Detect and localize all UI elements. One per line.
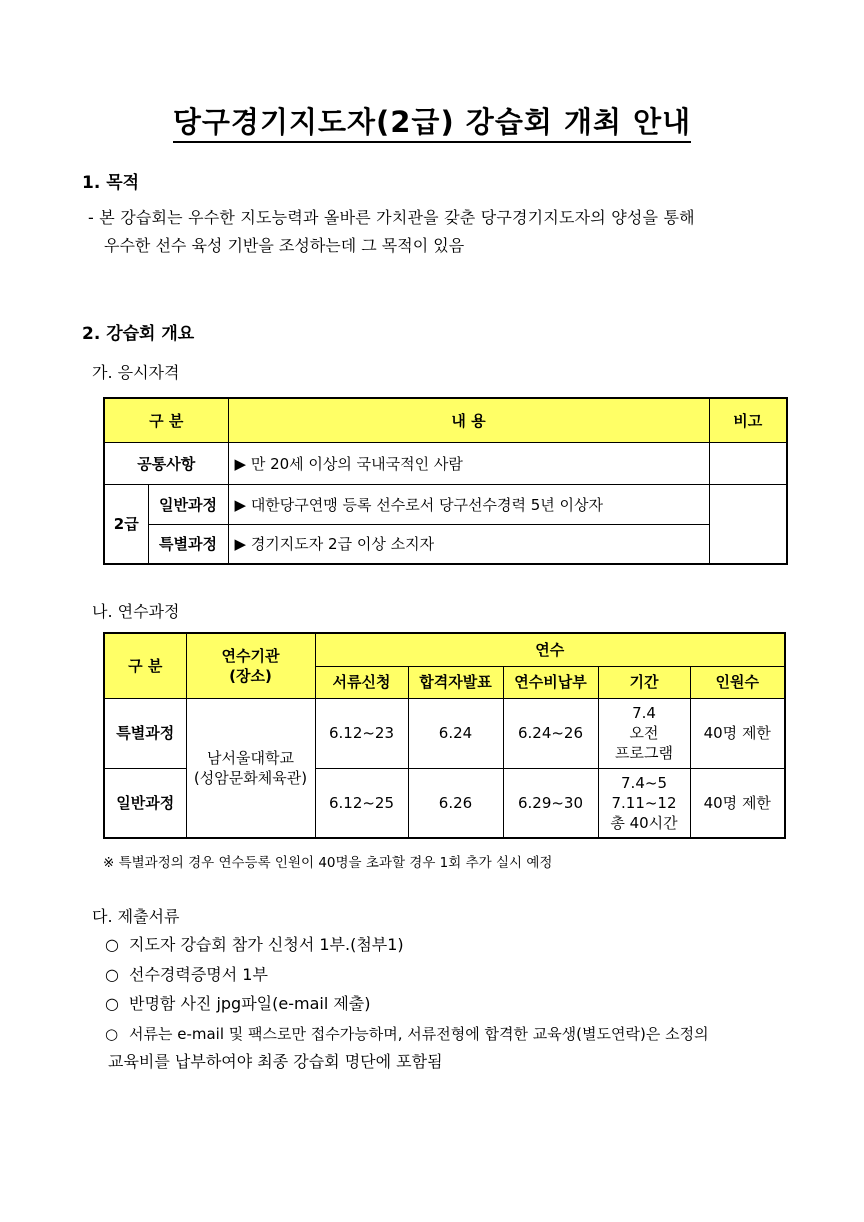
general-label: 일반과정 (148, 484, 228, 524)
row-general-doc: 6.12~25 (315, 768, 408, 838)
training-note: ※ 특별과정의 경우 연수등록 인원이 40명을 초과할 경우 1회 추가 실시 예정 (103, 855, 553, 871)
bullet-circle-icon: ○ (105, 935, 119, 954)
bullet-circle-icon: ○ (105, 1025, 119, 1043)
purpose-line-2: 우수한 선수 육성 기반을 조성하는데 그 목적이 있음 (104, 236, 465, 255)
general-text: ▶ 대한당구연맹 등록 선수로서 당구선수경력 5년 이상자 (228, 484, 709, 524)
period-line: 오전 (629, 724, 659, 742)
header-period: 기간 (598, 666, 690, 698)
row-special-fee: 6.24~26 (503, 698, 598, 768)
row-special-count: 40명 제한 (690, 698, 785, 768)
subsection-c-heading: 다. 제출서류 (92, 907, 180, 926)
purpose-line-1: - 본 강습회는 우수한 지도능력과 올바른 가치관을 갖춘 당구경기지도자의 양성을 통해 (88, 208, 695, 227)
row-general-label: 일반과정 (104, 768, 186, 838)
special-text: ▶ 경기지도자 2급 이상 소지자 (228, 524, 709, 564)
doc-item: ○ 선수경력증명서 1부 (105, 962, 268, 988)
period-line: 7.11~12 (611, 793, 677, 812)
row-special-announce: 6.24 (408, 698, 503, 768)
row-special-period (598, 698, 690, 768)
header-gubun: 구 분 (104, 633, 186, 698)
period-line: 7.4 (632, 704, 656, 722)
common-label: 공통사항 (104, 442, 228, 484)
period-line: 7.4~5 (621, 773, 667, 792)
grade-label: 2급 (104, 484, 148, 564)
row-general-count: 40명 제한 (690, 768, 785, 838)
header-announce: 합격자발표 (408, 666, 503, 698)
document-title: 당구경기지도자(2급) 강습회 개최 안내 (0, 100, 864, 141)
header-training: 연수 (315, 633, 785, 666)
eligibility-table (103, 397, 788, 565)
doc-item: ○ 지도자 강습회 참가 신청서 1부.(첨부1) (105, 932, 404, 958)
doc-item: ○ 반명함 사진 jpg파일(e-mail 제출) (105, 991, 371, 1017)
row-general-fee: 6.29~30 (503, 768, 598, 838)
institution-line-2: (성암문화체육관) (193, 768, 308, 787)
period-line: 프로그램 (615, 744, 673, 762)
period-line: 총 40시간 (610, 813, 678, 832)
bullet-circle-icon: ○ (105, 994, 119, 1013)
subsection-b-heading: 나. 연수과정 (92, 602, 180, 621)
header-doc: 서류신청 (315, 666, 408, 698)
header-note: 비고 (709, 398, 787, 442)
subsection-a-heading: 가. 응시자격 (92, 363, 180, 382)
bullet-circle-icon: ○ (105, 965, 119, 984)
header-institution-line-1: 연수기관 (221, 646, 280, 665)
common-text: ▶ 만 20세 이상의 국내국적인 사람 (228, 442, 709, 484)
header-institution-line-2: (장소) (229, 666, 272, 685)
section-1-heading: 1. 목적 (82, 173, 140, 193)
institution-line-1: 남서울대학교 (207, 748, 294, 767)
doc-item: ○ 서류는 e-mail 및 팩스로만 접수가능하며, 서류전형에 합격한 교육생(별도연락)은 소정의 (105, 1021, 709, 1047)
grade-note-cell (709, 484, 787, 564)
doc-item-continuation: 교육비를 납부하여야 최종 강습회 명단에 포함됨 (108, 1052, 443, 1071)
header-institution (186, 633, 315, 698)
common-note-cell (709, 442, 787, 484)
training-table (103, 632, 786, 839)
header-fee: 연수비납부 (503, 666, 598, 698)
header-content: 내 용 (228, 398, 709, 442)
section-2-heading: 2. 강습회 개요 (82, 324, 195, 344)
row-general-announce: 6.26 (408, 768, 503, 838)
header-count: 인원수 (690, 666, 785, 698)
row-general-period (598, 768, 690, 838)
header-gubun: 구 분 (104, 398, 228, 442)
row-special-label: 특별과정 (104, 698, 186, 768)
row-special-doc: 6.12~23 (315, 698, 408, 768)
institution-cell (186, 698, 315, 838)
special-label: 특별과정 (148, 524, 228, 564)
